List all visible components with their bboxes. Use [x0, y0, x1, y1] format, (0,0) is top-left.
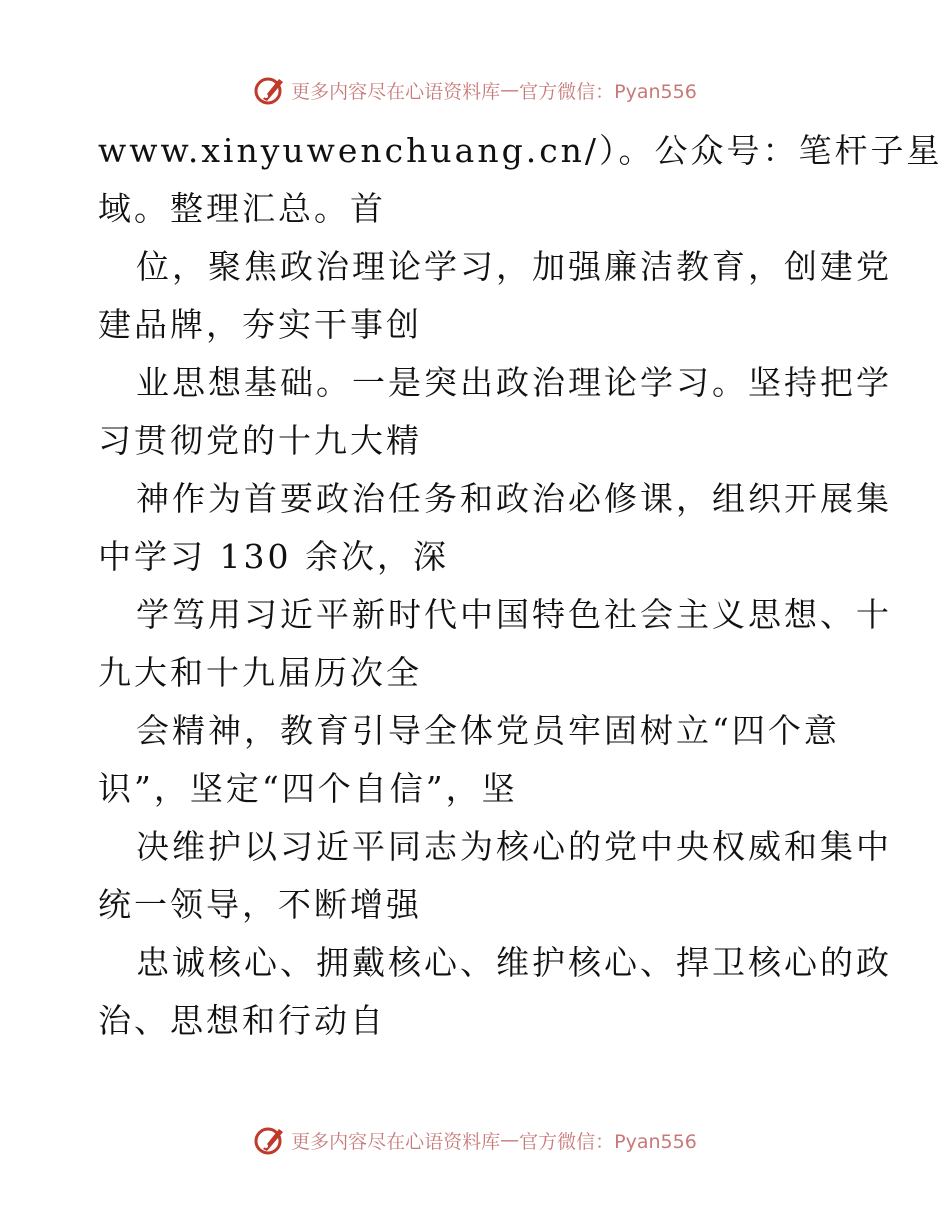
- footer-promo-text: 更多内容尽在心语资料库: [291, 1130, 501, 1153]
- text-line: 治、思想和行动自: [98, 1001, 386, 1040]
- text-line: 建品牌，夯实干事创: [98, 305, 422, 344]
- header-banner: [0, 70, 950, 110]
- text-line: 统一领导，不断增强: [98, 885, 422, 924]
- footer-banner: [0, 1120, 950, 1160]
- text-line: 中学习 130 余次，深: [98, 537, 449, 576]
- text-line: www.xinyuwenchuang.cn/）。公众号：笔杆子星: [98, 131, 943, 170]
- pen-nib-circle-icon: [253, 1123, 287, 1157]
- text-line: 神作为首要政治任务和政治必修课，组织开展集: [136, 479, 892, 518]
- pen-nib-circle-icon: [253, 73, 287, 107]
- text-line: 决维护以习近平同志为核心的党中央权威和集中: [136, 827, 892, 866]
- header-wechat-text: 官方微信：Pyan556: [519, 80, 697, 103]
- text-line: 位，聚焦政治理论学习，加强廉洁教育，创建党: [136, 247, 892, 286]
- text-line: 九大和十九届历次全: [98, 653, 422, 692]
- text-line: 忠诚核心、拥戴核心、维护核心、捍卫核心的政: [136, 943, 892, 982]
- text-line: 习贯彻党的十九大精: [98, 421, 422, 460]
- header-promo-text: 更多内容尽在心语资料库: [291, 80, 501, 103]
- footer-wechat-text: 官方微信：Pyan556: [519, 1130, 697, 1153]
- text-line: 域。整理汇总。首: [98, 189, 386, 228]
- footer-separator: —: [500, 1129, 520, 1151]
- header-separator: —: [500, 79, 520, 101]
- text-line: 会精神，教育引导全体党员牢固树立“四个意: [136, 711, 840, 750]
- text-line: 业思想基础。一是突出政治理论学习。坚持把学: [136, 363, 892, 402]
- body-text: [98, 122, 943, 1050]
- text-line: 学笃用习近平新时代中国特色社会主义思想、十: [136, 595, 892, 634]
- text-line: 识”，坚定“四个自信”，坚: [98, 769, 518, 808]
